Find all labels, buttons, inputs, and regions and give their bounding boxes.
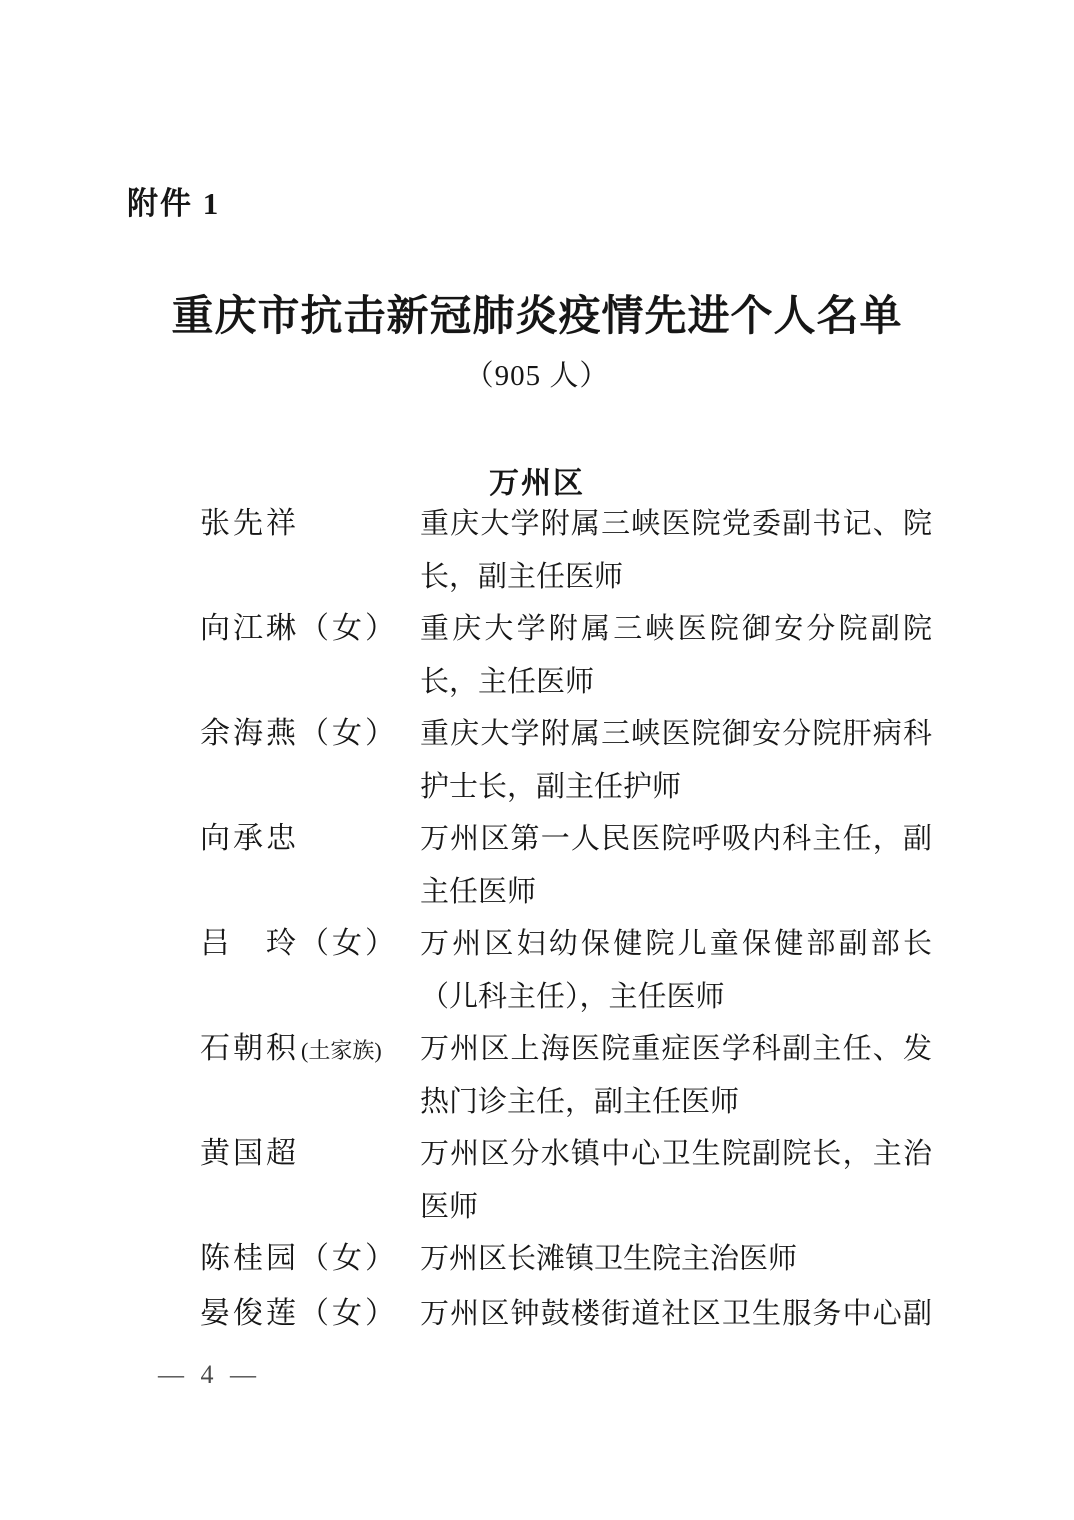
person-name (200, 498, 420, 553)
ethnic-note: (土家族) (301, 1038, 382, 1063)
person-name-text: 石朝积 (200, 1032, 299, 1065)
person-name-text: 向承忠 (200, 822, 299, 855)
person-description: 万州区妇幼保健院儿童保健部副部长（儿科主任），主任医师 (420, 928, 932, 1013)
list-item (200, 918, 935, 1023)
list-item (200, 1128, 935, 1233)
person-name (200, 603, 420, 658)
person-name-text: 吕 玲（女） (200, 927, 398, 960)
person-name-text: 张先祥 (200, 507, 299, 540)
attachment-label: 附件 1 (127, 186, 221, 221)
list-item (200, 708, 935, 813)
person-name-text: 晏俊莲（女） (200, 1296, 398, 1330)
page-title: 重庆市抗击新冠肺炎疫情先进个人名单 (171, 294, 903, 340)
page-number: — 4 — (158, 1360, 261, 1389)
person-list (200, 498, 935, 1342)
person-description: 重庆大学附属三峡医院御安分院副院长，主任医师 (420, 613, 932, 698)
person-description: 万州区分水镇中心卫生院副院长，主治医师 (420, 1138, 932, 1223)
person-name (200, 918, 420, 973)
section-heading-wanzhou: 万州区 (489, 467, 585, 500)
person-description: 万州区上海医院重症医学科副主任、发热门诊主任，副主任医师 (420, 1033, 932, 1118)
list-item (200, 813, 935, 918)
person-name-text: 黄国超 (200, 1137, 299, 1170)
person-name-text: 余海燕（女） (200, 717, 398, 750)
person-name (200, 1023, 420, 1078)
person-description: 重庆大学附属三峡医院党委副书记、院长，副主任医师 (420, 508, 932, 593)
page-subtitle: （905 人） (464, 360, 610, 392)
list-item (200, 1233, 935, 1288)
person-name (200, 708, 420, 763)
person-description: 万州区长滩镇卫生院主治医师 (420, 1243, 798, 1275)
list-item (200, 1288, 935, 1343)
person-name-text: 向江琳（女） (200, 612, 398, 645)
list-item (200, 498, 935, 603)
person-name-text: 陈桂园（女） (200, 1242, 398, 1275)
person-description: 重庆大学附属三峡医院御安分院肝病科护士长，副主任护师 (420, 718, 932, 803)
person-name (200, 1288, 420, 1343)
person-name (200, 1128, 420, 1183)
person-name (200, 813, 420, 868)
person-description: 万州区钟鼓楼街道社区卫生服务中心副 (420, 1297, 932, 1330)
person-name (200, 1233, 420, 1288)
person-description: 万州区第一人民医院呼吸内科主任，副主任医师 (420, 823, 932, 908)
list-item (200, 603, 935, 708)
list-item (200, 1023, 935, 1128)
